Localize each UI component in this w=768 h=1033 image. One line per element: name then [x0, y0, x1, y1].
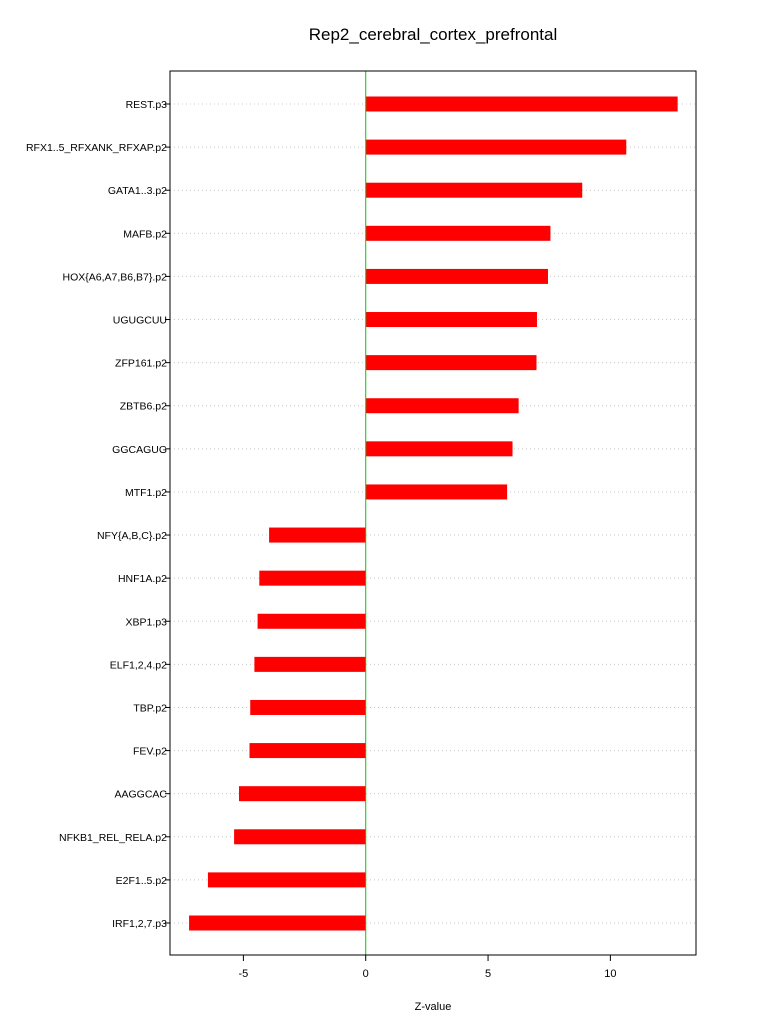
category-label: REST.p3 — [125, 99, 167, 111]
bar — [250, 743, 366, 758]
bar — [366, 269, 548, 284]
bar — [234, 829, 366, 844]
x-axis-label: Z-value — [414, 1001, 452, 1013]
bar — [189, 916, 366, 931]
bar — [258, 614, 366, 629]
category-label: ZBTB6.p2 — [119, 400, 167, 413]
chart-title: Rep2_cerebral_cortex_prefrontal — [308, 25, 558, 44]
category-label: HNF1A.p2 — [117, 573, 167, 586]
bar — [366, 398, 519, 413]
bar — [254, 657, 365, 672]
plot-frame — [170, 71, 696, 955]
bar — [269, 528, 366, 543]
bar — [366, 484, 507, 499]
category-label: GGCAGUG — [112, 443, 167, 456]
x-tick-label: -5 — [238, 968, 249, 980]
bar — [366, 97, 678, 112]
bar — [366, 226, 551, 241]
category-label: ELF1,2,4.p2 — [109, 659, 167, 672]
x-tick-label: 0 — [362, 968, 369, 980]
bar — [366, 140, 627, 155]
bar — [366, 355, 537, 370]
bar — [239, 786, 366, 801]
category-label: AAGGCAC — [114, 788, 167, 801]
category-label: NFY{A,B,C}.p2 — [96, 530, 167, 543]
category-label: HOX{A6,A7,B6,B7}.p2 — [62, 271, 167, 284]
bar — [250, 700, 365, 715]
category-label: IRF1,2,7.p3 — [112, 918, 167, 930]
category-label: ZFP161.p2 — [115, 357, 167, 370]
bar — [366, 183, 583, 198]
bar — [208, 872, 366, 887]
x-axis — [239, 955, 617, 980]
category-label: UGUGCUU — [112, 314, 167, 327]
x-tick-label: 5 — [484, 968, 492, 980]
category-label: MTF1.p2 — [124, 486, 167, 499]
bar-layer — [189, 97, 678, 931]
category-label: MAFB.p2 — [123, 228, 167, 241]
bar — [366, 312, 537, 327]
category-label: XBP1.p3 — [125, 616, 167, 629]
category-label: E2F1..5.p2 — [115, 874, 167, 887]
category-label: NFKB1_REL_RELA.p2 — [59, 831, 167, 844]
category-label: RFX1..5_RFXANK_RFXAP.p2 — [25, 142, 167, 155]
bar — [366, 441, 513, 456]
bar — [259, 571, 365, 586]
category-label: GATA1..3.p2 — [107, 185, 167, 198]
category-labels — [26, 99, 170, 930]
x-tick-label: 10 — [604, 968, 617, 980]
category-label: TBP.p2 — [133, 702, 167, 715]
category-label: FEV.p2 — [132, 745, 167, 758]
